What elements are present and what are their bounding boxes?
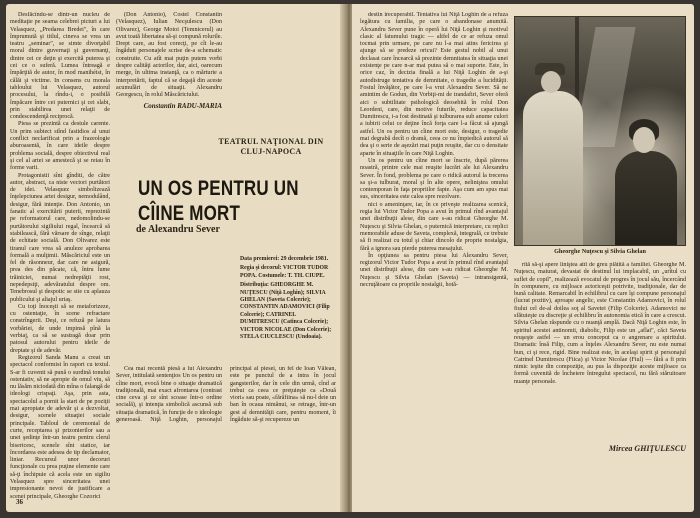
left-column-3 bbox=[116, 366, 336, 504]
photo-caption: Gheorghe Nuţescu şi Silvia Ghelan bbox=[554, 248, 646, 255]
right-column-3 bbox=[514, 262, 686, 440]
page-number: 36 bbox=[16, 498, 23, 506]
paragraph: Cu toţi înoceşti să se metaforizeze, cu ostentaţie, în scene refractare constrîngerii. Deşi, ce refuză pe latura vorbăriei, de unde impinsă pînă la verbiaj, ca să se sustragă doar prin patosul autorului pentru ideile de dreptate şi de adevăr. bbox=[10, 303, 110, 354]
cast-box bbox=[240, 256, 334, 341]
paragraph: Piesa se prezintă ca destule carente. Un prim subiect stînd fastidios al unui conflict neclarificat prin a frazeologie aburoasentă, în care ideile despre problema socială, despre obiectivul real şi cel al artei se amestecă şi se reiau în forme varii. bbox=[10, 121, 110, 172]
right-page bbox=[352, 4, 694, 512]
production-photo bbox=[514, 16, 686, 246]
author-signature: Mircea GHIŢULESCU bbox=[608, 444, 686, 453]
theatre-line: CLUJ-NAPOCA bbox=[240, 147, 302, 156]
theatre-line: TEATRUL NAŢIONAL DIN bbox=[218, 137, 324, 146]
paragraph: nici o ameninţare, iar, în ce priveşte realizarea scenică, regia lui Victor Tudor Popa a avut în primul rînd avantajul unei distribuţii alese, din care s-au ridicat Gheorghe M. Nuţescu şi Silvia Ghelan, o puternică interpretare, cu replici memorabile aduse de Saveta, complexă, integrală, ce trebuie să fi realizat cu totul şi chiar dincolo de proprie nostalgia, fără a ignora sau pierde puterea mesajului. bbox=[360, 201, 508, 252]
actor-figure bbox=[523, 91, 583, 246]
paragraph: Cea mai recentă piesă a lui Alexandru Sever, intitulată sentenţios Un os pentru un cîine mort, evocă bine o situaţie dramatică tradiţională, mai exact afrontarea (contrast cine ceva şi ce sînt scoase într-o ordine socială), şi intenţia simbolică ascunsă sub situaţia dramatică, în funcţie de o ideologie generoasă. Niţă Loghin, personajul principal al piesei, un fel de Ioan Vălean, este pe punctul de a intra în jocul gangsterilor, dar în cele din urmă, cînd ar trebui ca ceea ce preţuieşte ca «Două viori» sau poate, «fărăfiina» să nu-l deie un ban în ocaua nimănui, se retrage, într-un gest al demnităţii care, pentru moment, îi îngăduie să-şi recupereze un bbox=[116, 366, 336, 424]
premiere-date: Data premierei: 29 decembrie 1981. bbox=[240, 256, 329, 262]
actor-head bbox=[541, 71, 561, 93]
paragraph: (Don Antonio), Costel Constantin (Velasquez), Iulian Necşulescu (Don Olivarez), George Motoi (Temnicerul) au avut toată libertatea să-şi compună rolurile. Drept care, au fost corecţi, pe cît le-au îngăduit personajele scrise de-a schematic construite. Cu atît mai puţin putem vorbi despre calităţi actorilor, dar, aici, oarecum merge, în ultima instanţă, ca o mărturie a interpretării, faptul că se degajă din aceste acumulări de situaţii. Alexandru Georgescu, în rolul Măscăriciului. bbox=[116, 12, 222, 99]
paragraph: Un os pentru un cîine mort se înscrie, după părerea noastră, printre cele mai reuşite lucrări ale lui Alexandru Sever. În fond, problema pe care o ridică autorul la trecerea sa şi-a tulburat, moral şi în alte opere, neliniştea omului contemporan în faţa propriilor fapte. Aşa cum am spus mai sus, sinceritatea este calea spre rezolvare. bbox=[360, 157, 508, 201]
paragraph: Protagonistii sînt gînditi, de către autor, abstract, ca niste vectori purtători de idei. Velasquez simbolizează înţelepciunea artei desigur, nemodulând, desigur, fără intenţie. Don Antonio, un fanatic al exercitării puterii, reprezintă pe reformatorul care, nedomolindu-se purtătorului sigiliului regal, încearcă să stabilească, fără vărsare de sînge, relaţii de echitate socială. Don Olivarez este tiranul care vrea să anuleze aprobarea formală a mulţimii. Măscăriciul este un fel de răsonneur, dar care ne asigură, prea des din păcate, că, întru lume trăiniciei, numai nedreptăţii rost, nepedepsiţi, adevăratului despre om. Tenebrosul şi despotic se stie cu aplauza publicului şi aliajul uriaş. bbox=[10, 172, 110, 303]
paragraph: destin irecuperabil. Tentativa lui Niţă Loghin de a refuza legătura cu familia, pe care o abandonase anumită. Alexandru Sever pune în operă lui Niţă Loghin şi motivul clasic al fatumului tragic — altfel de ce ar refuza omul tocmai prin urmare, pe care nu l-a mai atins fericirea şi ajunge să se predeze oricui? Este gestul nobil al unui declasat care încearcă să prezinte demnitatea în situaţia unei existenţe pe care n-ar mai putea să o mai suporte. Este, în orice caz, în decizia finală a lui Niţă Loghin de a-şi autodistruge tentativa de demnitate, o tragedie a lucidităţii. Fostul învăţător, pe care l-a vrut Alexandru Sever. Să ne amintim de Godun, din Vorbiţi-mi de trandafiri, Sever oferă aici o subtilitate psihologică deosebită în rolul Don Leordeni, care, din motive futurile, reduce capacitatea Dumitrescu, i-a fost destinată şi tulburarea sub anume culori a iubirii celui ce deţine încă forţa care l-a făcut să ajungă astfel. Un os pentru un cîine mort este, desigur, o tragedie mai degrabă decît o dramă, ceea ce nu împiedică autorul să dea şi o serie de aşezări mai puţin reuşite, dar cu o densitate aparte în situaţiile în care Niţă Loghin. bbox=[360, 12, 508, 157]
paragraph: Desfăcîndu-se dintr-un nucleu de meditaţie pe seama celebrei picturi a lui Velasquez, „Predarea Bredei", în care împrumută şi titlul, cineva se vrea un teatru „seminar", se simte divorţabil moral dintre guvernaţi şi guvernanţi, dintre cei ce deţin şi exercită puterea şi cei ce o suferă. Lumea întreagă e împărţită de autor, în mod manihéist, în călăi şi victime. In consens cu morala tabloului lui Velasquez, autorul procesului, la rîndu-i, o posibilă împăcare între cei puternici şi cei slabi, prin stabilirea unei relaţii de condescendenţă reciprocă. bbox=[10, 12, 110, 121]
right-column-1 bbox=[360, 12, 508, 504]
paragraph: rîtă să-şi apere liniştea atît de greu plătită a familiei. Gheorghe M. Nuţescu, maturat, devastat de destinul lui implacabil, un „urîtul cu suflet de copil", realizează evocatul de progres în jocul său, încercând în compunere, cu mijloace actoriceşti potrivite, tradiţionale, dar de bună calitate. Remarcabil în echilibrul cu care îşi compune personajul (lucrat pozitiv), aproape angelic, este Constantin Adamovici, în rolul fiului cel de-al doilea soţ al Savetei (Filip Colcerie). Adamovici ne sfătuieşte cu discreţie şi echilibru în autonomia etică în care a crescut. Silvia Ghelan răspunde cu o nuanţă amplă. Dacă Niţă Loghin este, în spiritul acestei antinomii, diabolic, Filip este un „aflat", căci Saveta reuşeşte astfel — un erou conceput ca o angrenare a spiritului. Dramatic însă Filip, cum a înţeles Alexandru Sever, nu este numai bun, ci şi rece, rigid. Bine realizat este, în acelaşi spirit şi personajul Catrinel Dumitrescu (Fiica) şi Victor Nicolae (Fiul) — fără a fi prin nimic ieşite din compoziţie, au pus la dispoziţie aceste mijloace ca formă cuvenită de încheiere întregului spectacol, nu fără stăruitoare nuanţe personale. bbox=[514, 262, 686, 385]
author-signature: Constantin RADU-MARIA bbox=[143, 101, 222, 110]
paragraph: Regizorul Sanda Manu a creat un spectacol conformist în raport cu textul. S-ar fi cuvenit să pună o surdină tonului ostentativ, să ne apropie de omul viu, să nu lăsăm niciodată din mîna o falangă de ideologi crispaţi. Aşa, prin asta, spectacolul a pornit la start de pe poziţii mai apropiate de adevăr şi a dezvoltat, desigur, scenele situaţiei sociale principale. Tabloul de ceremonial de curte, receptarea şi prizonierilor sau a unei şedinţe într-un teatru pentru clerul bisericesc, scenele sînt statice, iar încordarea este adesea de tip declamator, liniar. Recursul unor decoruri funcţionale cu prea puţine elemente care să-ţi închipuie că acela este un sigiliu Velasquez spre sinceritatea unei impresionante nevoi de justificare a scenei principale, Gheorghe Cozorici bbox=[10, 354, 110, 500]
left-page bbox=[6, 4, 346, 512]
theatre-heading bbox=[212, 137, 330, 157]
stage-light bbox=[574, 27, 635, 147]
actress-figure bbox=[615, 151, 677, 246]
cast-list: Distribuţia: GHEORGHE M. NUŢESCU (Niţă Loghin); SILVIA GHELAN (Saveta Colcerie); CONSTANTIN ADAMOVICI (Filip Colcerie); CATRINEL DUMITRESCU (Catinca Colcerie); VICTOR NICOLAE (Don Colcerie); STELA CIUCLESCU (Undoaia). bbox=[240, 282, 332, 341]
direction-credits: Regia şi decorul: VICTOR TUDOR POPA. Costumele: T. TH. CIUPE. bbox=[240, 265, 329, 279]
left-column-2 bbox=[116, 12, 222, 122]
paragraph: În opţiunea sa pentru piesa lui Alexandru Sever, regizorul Victor Tudor Popa a avut în primul rînd avantajul unei distribuţii alese, din care s-au ridicat Gheorghe M. Nuţescu şi Silvia Ghelan (Saveta) — intransigentă, necruţătoare cu propriile nostalgii, hotă- bbox=[360, 252, 508, 288]
actress-head bbox=[633, 127, 655, 153]
left-column-1 bbox=[10, 12, 110, 504]
article-title: UN OS PENTRU UN CÎINE MORT bbox=[138, 176, 299, 225]
article-byline: de Alexandru Sever bbox=[136, 224, 220, 235]
